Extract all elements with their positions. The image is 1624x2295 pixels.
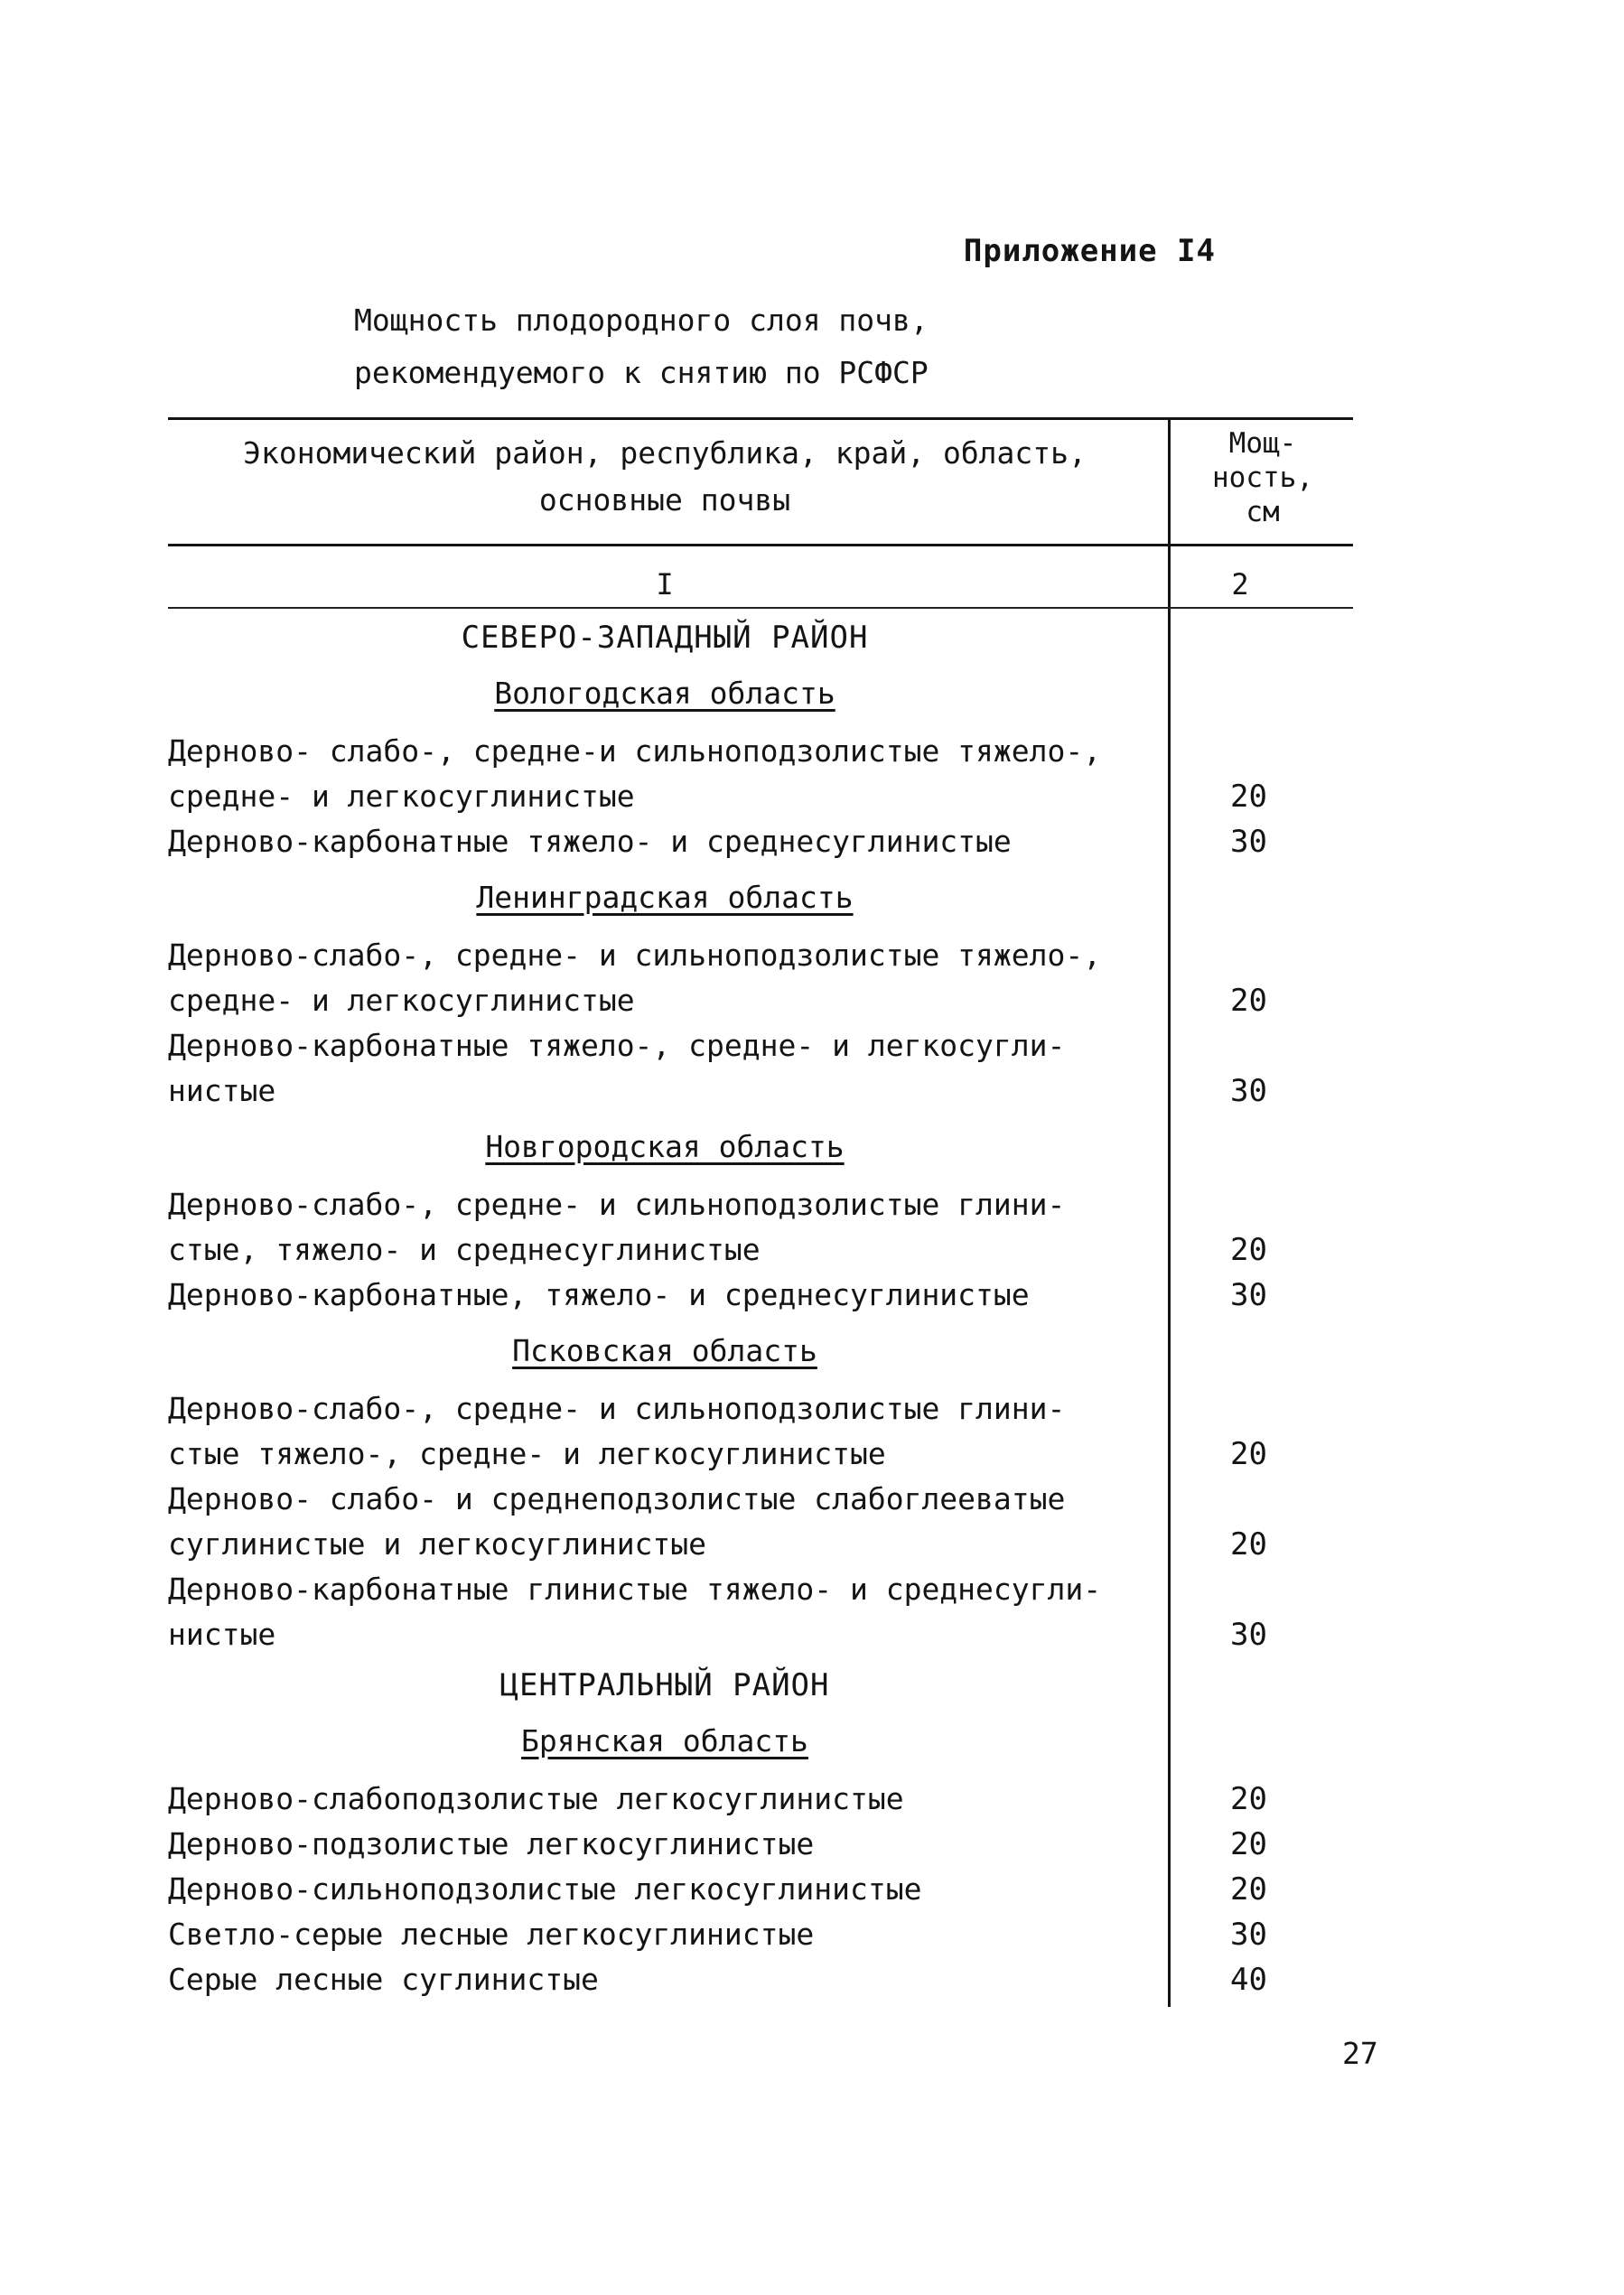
soil-description — [168, 1957, 1162, 2002]
table-row — [168, 1386, 1353, 1477]
soil-description-line: стые тяжело-, средне- и легкосуглинистые — [168, 1436, 886, 1471]
soil-description-line: Дерново-карбонатные тяжело- и среднесуглинистые — [168, 824, 1012, 859]
soil-description-line: Дерново- слабо- и среднеподзолистые слабоглееватые — [168, 1481, 1066, 1516]
table-top-rule — [168, 417, 1353, 420]
soil-description-line: Дерново-слабо-, средне- и сильноподзолистые тяжело-, — [168, 938, 1102, 973]
region-heading: ЦЕНТРАЛЬНЫЙ РАЙОН — [499, 1667, 830, 1703]
soil-description-line: средне- и легкосуглинистые — [168, 983, 635, 1018]
thickness-value: 40 — [1230, 1962, 1267, 1998]
soil-description-line: средне- и легкосуглинистые — [168, 779, 635, 814]
soil-description-line: Дерново-сильноподзолистые легкосуглинистые — [168, 1871, 922, 1907]
thickness-value: 20 — [1230, 983, 1267, 1019]
table-body — [168, 611, 1353, 2002]
title-line-1: Мощность плодородного слоя почв, — [354, 303, 929, 338]
page-number: 27 — [1342, 2036, 1378, 2071]
thickness-value: 20 — [1230, 1781, 1267, 1817]
title-line-2: рекомендуемого к снятию по РСФСР — [354, 355, 929, 390]
soil-description — [168, 1477, 1162, 1567]
table-row — [168, 1567, 1353, 1657]
soil-description — [168, 1867, 1162, 1912]
soil-description — [168, 1386, 1162, 1477]
thickness-value: 20 — [1230, 1436, 1267, 1472]
thickness-value: 20 — [1230, 1526, 1267, 1563]
soil-description — [168, 1273, 1162, 1318]
oblast-heading: Псковская область — [512, 1333, 817, 1368]
soil-description-line: Дерново-слабо-, средне- и сильноподзолистые глини- — [168, 1187, 1066, 1222]
column-number-2: 2 — [1231, 567, 1249, 602]
region-heading: СЕВЕРО-ЗАПАДНЫЙ РАЙОН — [461, 620, 869, 656]
soil-description-line: Светло-серые лесные легкосуглинистые — [168, 1917, 815, 1952]
soil-description-line: Дерново- слабо-, средне-и сильноподзолистые тяжело-, — [168, 733, 1102, 769]
soil-description-line: Серые лесные суглинистые — [168, 1962, 599, 1997]
soil-description-line: Дерново-карбонатные, тяжело- и среднесуглинистые — [168, 1277, 1030, 1312]
table-row — [168, 1957, 1353, 2002]
header-bottom-rule — [168, 544, 1353, 546]
soil-description — [168, 1182, 1162, 1273]
table-row — [168, 1023, 1353, 1114]
soil-description — [168, 819, 1162, 864]
table-row — [168, 1182, 1353, 1273]
soil-description-line: суглинистые и легкосуглинистые — [168, 1526, 707, 1562]
soil-description — [168, 1777, 1162, 1822]
table-row — [168, 1273, 1353, 1318]
soil-description-line: Дерново-подзолистые легкосуглинистые — [168, 1826, 815, 1861]
table-row — [168, 819, 1353, 864]
soil-description-line: нистые — [168, 1617, 276, 1652]
table-row — [168, 933, 1353, 1023]
table-row — [168, 729, 1353, 819]
thickness-value: 30 — [1230, 1617, 1267, 1653]
numbering-bottom-rule — [168, 607, 1353, 609]
oblast-heading: Вологодская область — [494, 676, 835, 711]
thickness-value: 30 — [1230, 824, 1267, 860]
table-row — [168, 1867, 1353, 1912]
soil-description — [168, 1912, 1162, 1957]
soil-description — [168, 933, 1162, 1023]
thickness-value: 20 — [1230, 1826, 1267, 1862]
thickness-value: 30 — [1230, 1073, 1267, 1109]
appendix-label: Приложение I4 — [963, 233, 1216, 269]
soil-description-line: Дерново-карбонатные глинистые тяжело- и среднесугли- — [168, 1572, 1102, 1607]
thickness-value: 20 — [1230, 1871, 1267, 1908]
table-row — [168, 1477, 1353, 1567]
table-row — [168, 1912, 1353, 1957]
soil-description-line: Дерново-слабоподзолистые легкосуглинистые — [168, 1781, 904, 1816]
table-row — [168, 1822, 1353, 1867]
thickness-value: 20 — [1230, 779, 1267, 815]
soil-description-line: стые, тяжело- и среднесуглинистые — [168, 1232, 761, 1267]
soil-description — [168, 729, 1162, 819]
soil-description — [168, 1822, 1162, 1867]
oblast-heading: Новгородская область — [485, 1129, 845, 1164]
table-row — [168, 1777, 1353, 1822]
thickness-value: 30 — [1230, 1277, 1267, 1313]
oblast-heading: Брянская область — [521, 1723, 808, 1759]
thickness-value: 30 — [1230, 1917, 1267, 1953]
soil-description-line: Дерново-слабо-, средне- и сильноподзолистые глини- — [168, 1391, 1066, 1426]
column-header-region: Экономический район, республика, край, область, основные почвы — [243, 435, 1087, 518]
document-title — [354, 294, 929, 399]
thickness-value: 20 — [1230, 1232, 1267, 1268]
soil-description-line: Дерново-карбонатные тяжело-, средне- и легкосугли- — [168, 1028, 1066, 1063]
soil-description-line: нистые — [168, 1073, 276, 1108]
column-header-thickness: Мощ- ность, см — [1212, 427, 1313, 528]
soil-description — [168, 1567, 1162, 1657]
oblast-heading: Ленинградская область — [476, 880, 854, 915]
soil-description — [168, 1023, 1162, 1114]
column-number-1: I — [656, 567, 674, 602]
